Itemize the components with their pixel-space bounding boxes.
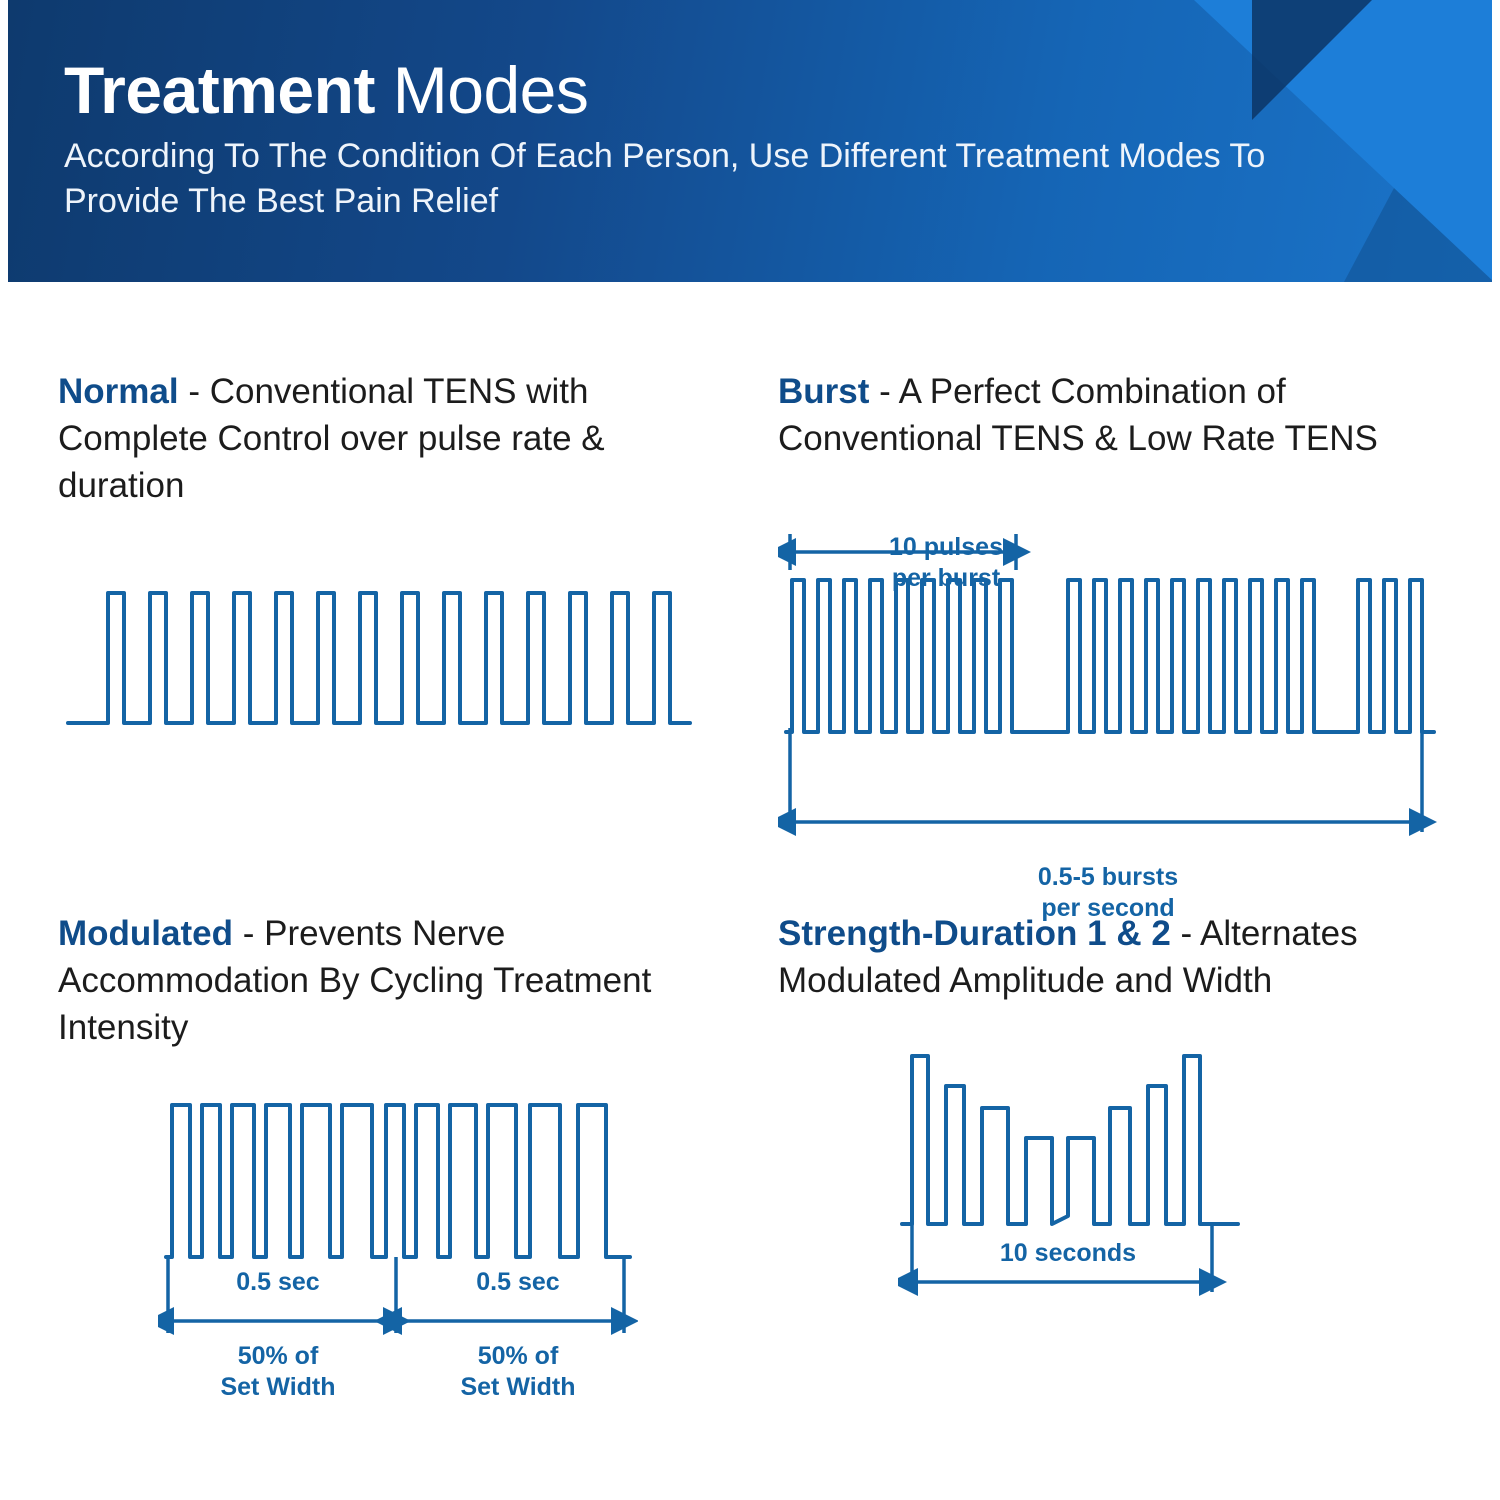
modes-grid: [0, 300, 1500, 1500]
burst-top-label: [836, 532, 1056, 594]
page-header: [8, 0, 1492, 282]
mode-burst-description: - A Perfect Combination of Conventional TENS & Low Rate TENS: [778, 372, 1378, 458]
mode-normal-description: - Conventional TENS with Complete Control over pulse rate & duration: [58, 372, 605, 505]
strength-bottom-label: 10 seconds: [999, 1239, 1137, 1267]
mode-card-modulated: [58, 910, 738, 1401]
mode-normal-title: Normal: [58, 372, 179, 411]
page-title: [64, 52, 1354, 128]
modulated-right-width: [398, 1341, 638, 1403]
mode-strength-description: - Alternates Modulated Amplitude and Width: [778, 914, 1358, 1000]
burst-bottom-label-line1: 0.5-5 bursts: [1037, 863, 1179, 891]
page-subtitle: According To The Condition Of Each Person, Use Different Treatment Modes To Provide The Best Pain Relief: [64, 137, 1266, 220]
mode-modulated-text: [58, 910, 738, 1051]
modulated-left-width: [158, 1341, 398, 1403]
burst-top-label-line2: per burst: [891, 564, 1001, 592]
mode-normal-text: [58, 368, 738, 509]
modulated-right-width-line2: Set Width: [460, 1373, 576, 1401]
modulated-left-width-line1: 50% of: [237, 1342, 319, 1370]
burst-bottom-label-line2: per second: [1041, 894, 1175, 922]
modulated-sec-labels: [158, 1267, 638, 1298]
mode-card-burst: [778, 368, 1478, 922]
strength-bottom-label-wrap: [898, 1238, 1238, 1269]
page-title-bold: Treatment: [64, 53, 375, 127]
mode-modulated-title: Modulated: [58, 914, 233, 953]
waveform-strength-duration: [898, 1046, 1478, 1306]
modulated-width-labels: [158, 1341, 638, 1403]
waveform-normal-svg: [58, 563, 698, 753]
page-title-light: Modes: [392, 53, 589, 127]
modulated-left-sec: 0.5 sec: [236, 1268, 320, 1296]
mode-strength-title: Strength-Duration 1 & 2: [778, 914, 1171, 953]
mode-burst-title: Burst: [778, 372, 870, 411]
mode-card-normal: [58, 368, 738, 753]
header-content: [64, 52, 1354, 224]
waveform-burst: [778, 532, 1478, 922]
waveform-modulated: [158, 1089, 738, 1401]
waveform-normal: [58, 563, 738, 753]
burst-top-label-line1: 10 pulses: [889, 533, 1003, 561]
waveform-modulated-svg: [158, 1089, 638, 1339]
modulated-left-width-line2: Set Width: [220, 1373, 336, 1401]
mode-card-strength-duration: [778, 910, 1478, 1306]
mode-modulated-description: - Prevents Nerve Accommodation By Cycling Treatment Intensity: [58, 914, 652, 1047]
modulated-right-width-line1: 50% of: [477, 1342, 559, 1370]
modulated-right-sec: 0.5 sec: [476, 1268, 560, 1296]
mode-strength-text: [778, 910, 1478, 1004]
mode-burst-text: [778, 368, 1478, 462]
